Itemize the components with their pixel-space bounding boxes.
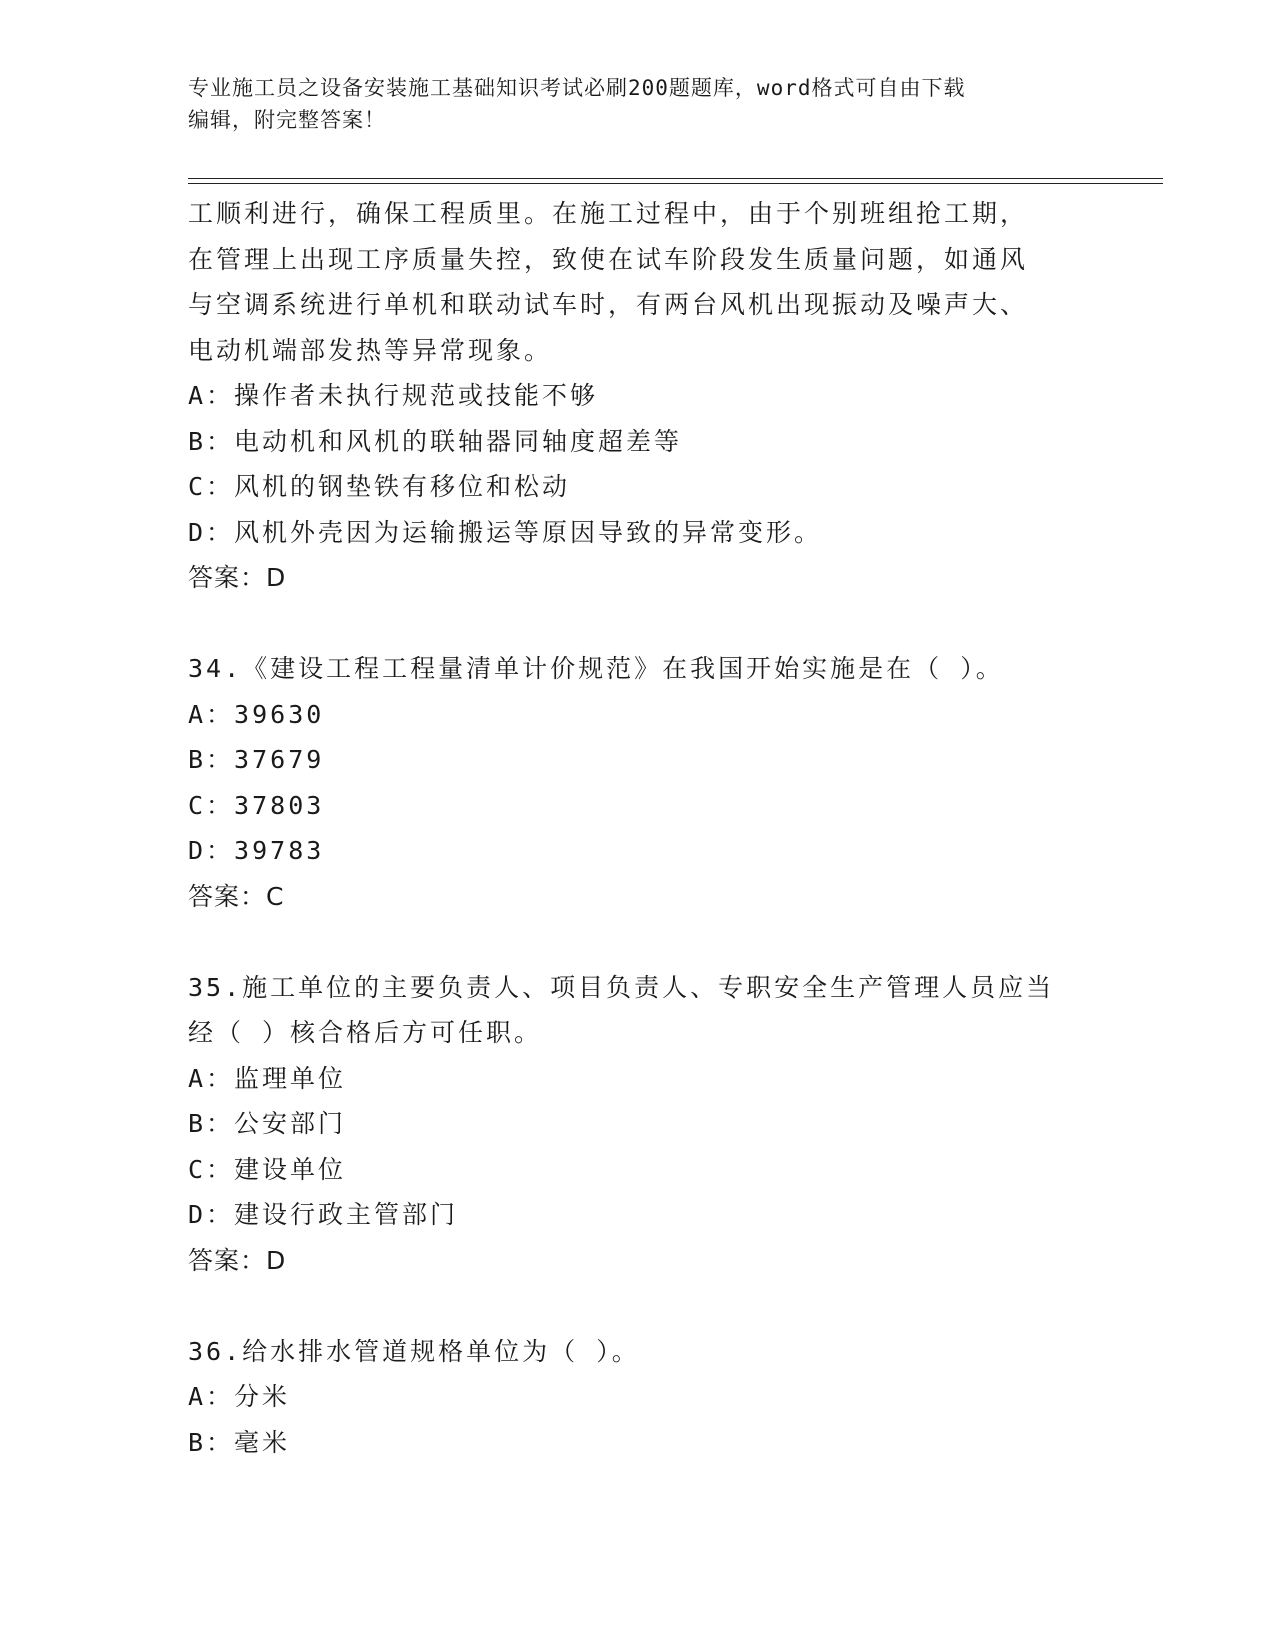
option-a: A：监理单位 [188, 1063, 347, 1093]
question-34 [188, 646, 1088, 919]
answer-line: 答案：D [188, 1245, 287, 1275]
option-a: A：操作者未执行规范或技能不够 [188, 381, 599, 410]
page-header [188, 72, 1068, 136]
header-title-line-2: 编辑，附完整答案！ [188, 108, 386, 132]
question-stem-line: 工顺利进行，确保工程质里。在施工过程中，由于个别班组抢工期， [188, 199, 1029, 228]
option-d: D：建设行政主管部门 [188, 1200, 459, 1229]
option-c: C：建设单位 [188, 1154, 347, 1184]
spacer [188, 601, 1088, 647]
answer-line: 答案：D [188, 563, 287, 592]
header-title-line-1: 专业施工员之设备安装施工基础知识考试必刷200题题库，word格式可自由下载 [188, 76, 966, 100]
option-b: B：电动机和风机的联轴器同轴度超差等 [188, 426, 683, 456]
question-stem-line: 经（ ）核合格后方可任职。 [188, 1018, 543, 1047]
question-35 [188, 965, 1088, 1284]
answer-line: 答案：C [188, 881, 285, 911]
question-stem-line: 与空调系统进行单机和联动试车时，有两台风机出现振动及噪声大、 [188, 290, 1029, 319]
question-stem-line: 在管理上出现工序质量失控，致使在试车阶段发生质量问题，如通风 [188, 244, 1029, 274]
option-a: A：分米 [188, 1382, 291, 1411]
option-c: C：37803 [188, 790, 325, 820]
question-36 [188, 1329, 1088, 1466]
question-stem-line: 电动机端部发热等异常现象。 [188, 335, 553, 365]
option-d: D：39783 [188, 836, 325, 865]
question-33 [188, 191, 1088, 601]
question-list [188, 191, 1088, 1465]
option-c: C：风机的钢垫铁有移位和松动 [188, 472, 571, 501]
option-d: D：风机外壳因为运输搬运等原因导致的异常变形。 [188, 517, 823, 547]
option-b: B：37679 [188, 745, 325, 774]
spacer [188, 919, 1088, 965]
option-b: B：公安部门 [188, 1109, 347, 1138]
question-stem-line: 36.给水排水管道规格单位为（ ）。 [188, 1336, 640, 1366]
spacer [188, 1283, 1088, 1329]
option-b: B：毫米 [188, 1427, 291, 1457]
header-divider-top [188, 178, 1163, 179]
question-stem-line: 35.施工单位的主要负责人、项目负责人、专职安全生产管理人员应当 [188, 972, 1055, 1002]
option-a: A：39630 [188, 699, 325, 729]
header-divider-bottom [188, 183, 1163, 184]
question-stem-line: 34.《建设工程工程量清单计价规范》在我国开始实施是在（ ）。 [188, 654, 1004, 683]
